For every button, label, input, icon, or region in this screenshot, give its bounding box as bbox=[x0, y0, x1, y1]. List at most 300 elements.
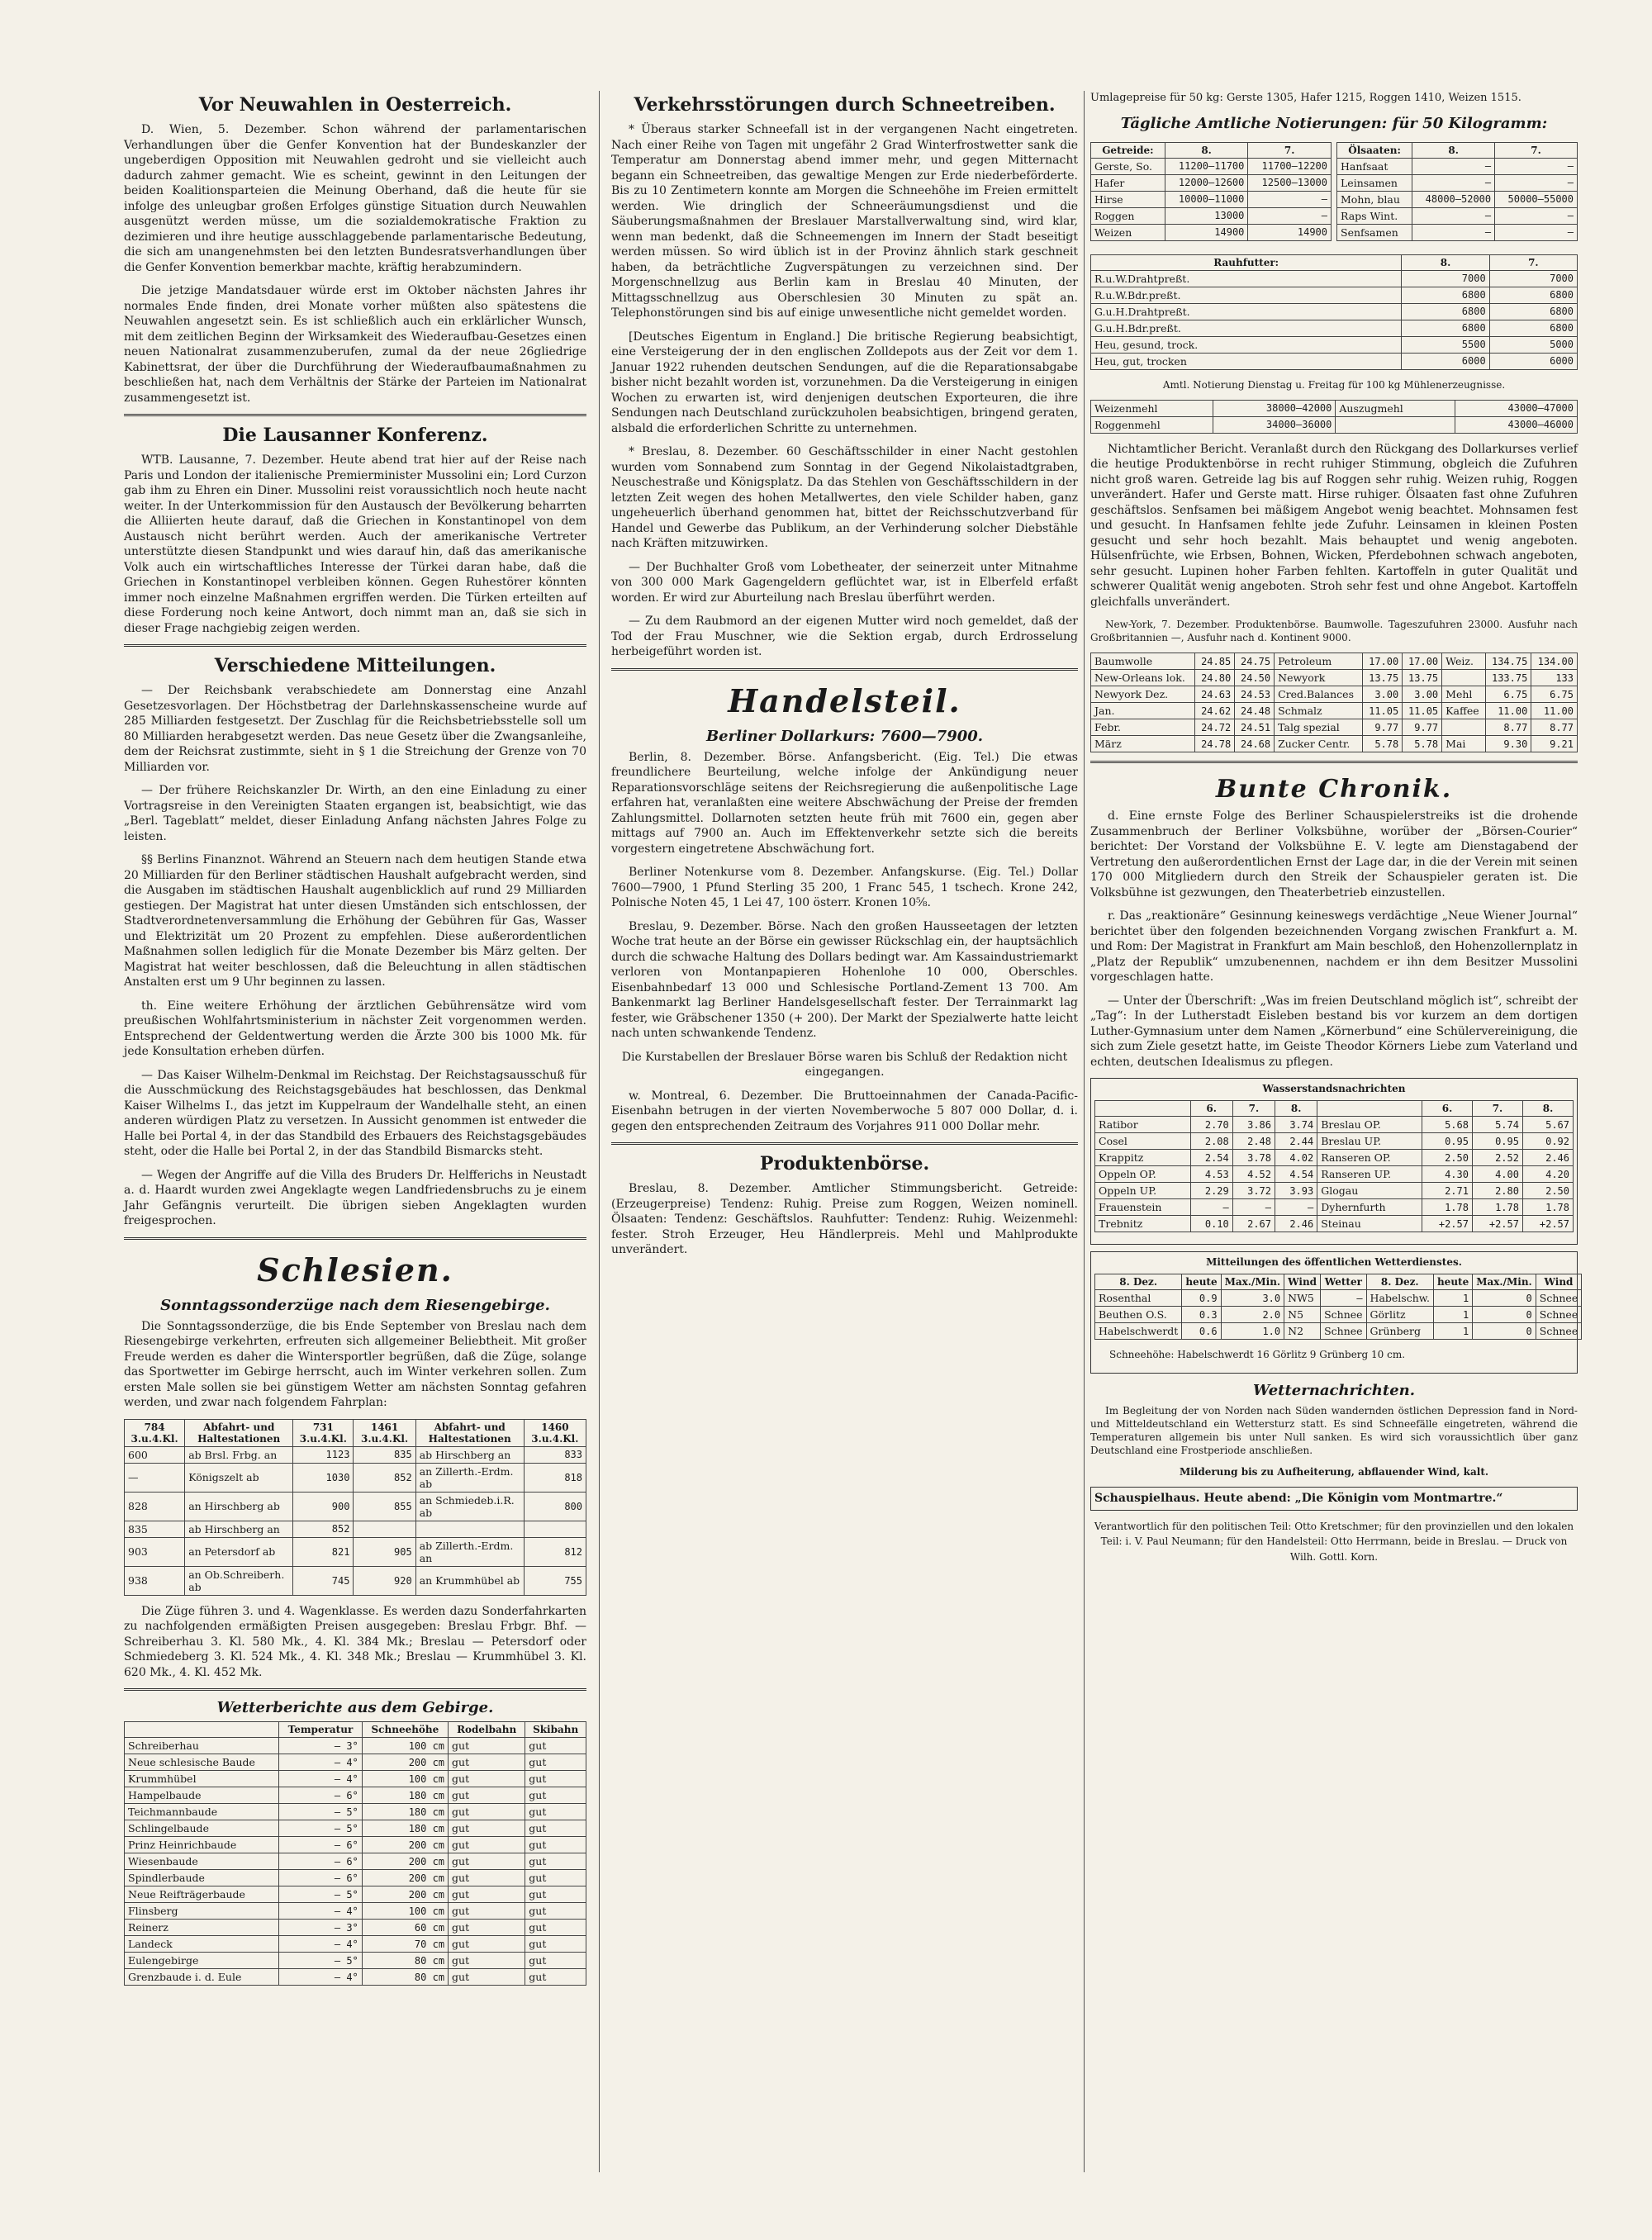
table-cell: 1.78 bbox=[1522, 1199, 1573, 1216]
article-chronicle-2: r. Das „reaktionäre“ Gesinnung keineswegs verdächtige „Neue Wiener Journal“ berichtet über den folgenden bezeichnenden Vorgang zwischen Frankfurt a. M. und Rom: Der Magistrat in Frankfurt am Main beschloß, den Hohenzollernplatz in „Platz der Republik“ umzubenennen, nachdem er ihn dem Besitzer Mussolini vorgeschlagen hatte. bbox=[1090, 909, 1578, 984]
table-cell: 6800 bbox=[1489, 303, 1577, 320]
table-row bbox=[125, 1804, 586, 1820]
table-cell: 2.08 bbox=[1190, 1133, 1232, 1150]
headline-austria: Vor Neuwahlen in Oesterreich. bbox=[198, 94, 512, 116]
table-cell: Weiz. bbox=[1442, 653, 1486, 670]
table-row bbox=[1091, 224, 1332, 240]
table-cell: 6800 bbox=[1489, 320, 1577, 336]
table-row bbox=[1337, 174, 1578, 191]
table-cell: Neue Reifträgerbaude bbox=[125, 1886, 279, 1903]
table-row bbox=[1091, 719, 1578, 736]
divider bbox=[124, 414, 586, 416]
table-cell: Reinerz bbox=[125, 1920, 279, 1936]
table-cell: Eulengebirge bbox=[125, 1953, 279, 1969]
table-cell: 180 cm bbox=[362, 1804, 448, 1820]
table-cell: Frauenstein bbox=[1095, 1199, 1191, 1216]
table-row bbox=[1091, 287, 1578, 303]
table-cell: Raps Wint. bbox=[1337, 207, 1412, 224]
table-cell: Schnee bbox=[1536, 1323, 1581, 1340]
table-header-cell: 7. bbox=[1472, 1101, 1522, 1117]
table-row bbox=[1091, 270, 1578, 287]
table-cell: 2.54 bbox=[1190, 1150, 1232, 1166]
table-cell: gut bbox=[525, 1903, 586, 1920]
article-trade-3: Breslau, 9. Dezember. Börse. Nach den großen Hausseetagen der letzten Woche trat heute an der Börse ein gewisser Rückschlag ein, der hauptsächlich durch die schwache Haltung des Dollars bedingt war. Am Kassaindustriemarkt verloren von Montanpapieren Hohenlohe 10 000, Oberschles. Eisenbahnbedarf 13 000 und Schlesische Portland-Zement 13 700. Am Bankenmarkt lag Berliner Handelsgesellschaft fester. Der Terrainmarkt lag fester, wie Gräbschener 1350 (+ 200). Der Markt der Spezialwerte hatte leicht nach unten schwankende Tendenz. bbox=[611, 919, 1078, 1040]
table-cell: 2.50 bbox=[1422, 1150, 1473, 1166]
table-cell: 11700—12200 bbox=[1248, 158, 1332, 174]
imprint: Verantwortlich für den politischen Teil: Otto Kretschmer; für den provinziellen und den lokalen Teil: i. V. Paul Neumann; für den Handelsteil: Otto Herrmann, beide in Breslau. — Druck von Wilh. Gottl. Korn. bbox=[1094, 1520, 1574, 1563]
article-lausanne: WTB. Lausanne, 7. Dezember. Heute abend trat hier auf der Reise nach Paris und London der italienische Premierminister Mussolini ein; Lord Curzon gab ihm zu Ehren ein Diner. Mussolini reist voraussichtlich noch heute nacht weiter. In der Unterkommission für den Austausch der Bevölkerung beharrten die Alliierten heute darauf, daß die Griechen in Konstantinopel von dem Austausch nicht berührt werden. Auch der amerikanische Vertreter unterstützte diesen Standpunkt und wies darauf hin, daß das amerikanische Volk auch ein wirtschaftliches Interesse der Türkei daran habe, daß die Griechen in Konstantinopel verbleiben können. Gegen Ruhestörer könnten immer noch einzelne Maßnahmen ergriffen werden. Die Türken erteilten auf diese Forderung noch keine Antwort, doch nimmt man an, daß sie sich in dieser Frage nachgiebig zeigen werden. bbox=[124, 453, 586, 635]
table-cell: — bbox=[1495, 158, 1578, 174]
table-cell: gut bbox=[449, 1837, 525, 1853]
table-cell: 9.21 bbox=[1531, 736, 1578, 752]
table-cell: 3.86 bbox=[1232, 1117, 1275, 1133]
table-row bbox=[125, 1521, 586, 1537]
table-cell: gut bbox=[525, 1804, 586, 1820]
article-produce: Breslau, 8. Dezember. Amtlicher Stimmungsbericht. Getreide: (Erzeugerpreise) Tendenz: Ruhig. Preise zum Roggen, Weizen nominell. Ölsaaten: Tendenz: Geschäftslos. Rauhfutter: Tendenz: Ruhig. Weizenmehl: fester. Stroh Erzeuger, Heu Händlerpreis. Mehl und Mahlprodukte unverändert. bbox=[611, 1182, 1078, 1256]
table-cell: Weizenmehl bbox=[1091, 400, 1213, 416]
table-cell: — bbox=[1495, 207, 1578, 224]
table-cell: 0.9 bbox=[1182, 1290, 1221, 1307]
table-cell: — 3° bbox=[279, 1738, 363, 1754]
table-cell bbox=[415, 1521, 524, 1537]
table-cell: 133.75 bbox=[1485, 670, 1531, 686]
table-cell: ab Hirschberg an bbox=[415, 1446, 524, 1463]
table-cell: — 6° bbox=[279, 1870, 363, 1886]
weather-service-box bbox=[1090, 1251, 1578, 1374]
table-cell: 60 cm bbox=[362, 1920, 448, 1936]
table-row bbox=[125, 1537, 586, 1566]
table-cell: Neue schlesische Baude bbox=[125, 1754, 279, 1771]
table-cell: — bbox=[1412, 207, 1495, 224]
table-cell: Oppeln UP. bbox=[1095, 1183, 1191, 1199]
table-row bbox=[1091, 320, 1578, 336]
table-cell: 2.46 bbox=[1275, 1216, 1317, 1232]
table-row bbox=[125, 1754, 586, 1771]
table-cell: Kaffee bbox=[1442, 703, 1486, 719]
table-row bbox=[1091, 158, 1332, 174]
table-row bbox=[1337, 224, 1578, 240]
table-cell: 100 cm bbox=[362, 1771, 448, 1787]
table-cell: 2.70 bbox=[1190, 1117, 1232, 1133]
table-cell bbox=[1442, 670, 1486, 686]
section-title-silesia: Schlesien. bbox=[257, 1251, 453, 1288]
table-cell: 11.00 bbox=[1485, 703, 1531, 719]
table-cell: 5.68 bbox=[1422, 1117, 1473, 1133]
table-row bbox=[1095, 1216, 1574, 1232]
table-row bbox=[125, 1936, 586, 1953]
table-row bbox=[1095, 1133, 1574, 1150]
table-cell: 200 cm bbox=[362, 1754, 448, 1771]
table-header-cell: Max./Min. bbox=[1221, 1274, 1284, 1290]
table-cell bbox=[1336, 416, 1455, 433]
table-row bbox=[125, 1870, 586, 1886]
table-cell: 4.30 bbox=[1422, 1166, 1473, 1183]
table-row bbox=[1337, 191, 1578, 207]
table-cell: 4.54 bbox=[1275, 1166, 1317, 1183]
table-cell: 6800 bbox=[1402, 303, 1489, 320]
table-cell: 745 bbox=[293, 1566, 354, 1595]
table-cell: +2.57 bbox=[1522, 1216, 1573, 1232]
table-cell: 200 cm bbox=[362, 1853, 448, 1870]
table-cell: 3.74 bbox=[1275, 1117, 1317, 1133]
table-header-cell: 8. bbox=[1412, 142, 1495, 158]
table-cell: 818 bbox=[524, 1463, 586, 1492]
table-cell: 2.48 bbox=[1232, 1133, 1275, 1150]
table-cell: 6000 bbox=[1489, 353, 1577, 369]
straw-table bbox=[1090, 254, 1578, 370]
table-cell: 24.50 bbox=[1235, 670, 1275, 686]
table-cell: — bbox=[1321, 1290, 1366, 1307]
table-cell: 1.0 bbox=[1221, 1323, 1284, 1340]
table-cell: Teichmannbaude bbox=[125, 1804, 279, 1820]
table-cell: gut bbox=[449, 1953, 525, 1969]
table-cell: 17.00 bbox=[1403, 653, 1442, 670]
table-cell: gut bbox=[449, 1754, 525, 1771]
table-cell: 24.51 bbox=[1235, 719, 1275, 736]
article-chronicle-1: d. Eine ernste Folge des Berliner Schauspielerstreiks ist die drohende Zusammenbruch der Berliner Volksbühne, worüber der „Börsen-Courier“ berichtet: Der Vorstand der Volksbühne E. V. legte am Dienstagabend der Vertretung den außerordentlichen Ernst der Lage dar, in die der Verein mit seinen 170 000 Mitgliedern durch den Streik der Schauspieler geraten ist. Die Volksbühne ist gezwungen, den Theaterbetrieb einzustellen. bbox=[1090, 809, 1578, 899]
table-cell: Schnee bbox=[1321, 1307, 1366, 1323]
table-cell: Weizen bbox=[1091, 224, 1165, 240]
table-cell: +2.57 bbox=[1472, 1216, 1522, 1232]
table-cell: 24.75 bbox=[1235, 653, 1275, 670]
table-cell: 1.78 bbox=[1422, 1199, 1473, 1216]
column-2 bbox=[611, 91, 1078, 1266]
table-cell: an Krummhübel ab bbox=[415, 1566, 524, 1595]
table-cell: 24.85 bbox=[1195, 653, 1235, 670]
table-cell: Gerste, So. bbox=[1091, 158, 1165, 174]
table-cell: an Ob.Schreiberh. ab bbox=[185, 1566, 293, 1595]
table-header-cell: 6. bbox=[1190, 1101, 1232, 1117]
table-cell: 4.02 bbox=[1275, 1150, 1317, 1166]
table-cell: — 6° bbox=[279, 1853, 363, 1870]
weather-service-title: Mitteilungen des öffentlichen Wetterdienstes. bbox=[1206, 1256, 1462, 1268]
table-cell: Prinz Heinrichbaude bbox=[125, 1837, 279, 1853]
table-cell: gut bbox=[525, 1853, 586, 1870]
table-cell: Landeck bbox=[125, 1936, 279, 1953]
table-header-cell: Skibahn bbox=[525, 1722, 586, 1738]
table-cell: 11.05 bbox=[1363, 703, 1403, 719]
table-cell: 7000 bbox=[1402, 270, 1489, 287]
article-trade-1: Berlin, 8. Dezember. Börse. Anfangsbericht. (Eig. Tel.) Die etwas freundlichere Beurteilung, welche infolge der Ankündigung neuer Reparationsvorschläge seitens der Reichsregierung die außenpolitische Lage erfahren hat, veranlaßten eine weitere Abschwächung der Preise der fremden Zahlungsmittel. Dollarnoten setzten heute früh mit 7600 ein, gegen aber mittags auf 7900 an. Auch im Effektenverkehr setzte sich die bereits vorgestern eingetretene Abschwächung fort. bbox=[611, 750, 1078, 856]
table-cell: 7000 bbox=[1489, 270, 1577, 287]
table-cell: 4.52 bbox=[1232, 1166, 1275, 1183]
table-cell: gut bbox=[525, 1754, 586, 1771]
water-level-box bbox=[1090, 1078, 1578, 1245]
table-cell: gut bbox=[449, 1820, 525, 1837]
table-cell: Ranseren UP. bbox=[1317, 1166, 1422, 1183]
table-cell: 835 bbox=[125, 1521, 185, 1537]
table-cell: — 4° bbox=[279, 1754, 363, 1771]
table-cell: 2.44 bbox=[1275, 1133, 1317, 1150]
table-header-cell bbox=[125, 1722, 279, 1738]
table-cell: 938 bbox=[125, 1566, 185, 1595]
table-cell: 5500 bbox=[1402, 336, 1489, 353]
table-cell: 10000—11000 bbox=[1165, 191, 1248, 207]
table-cell: gut bbox=[525, 1837, 586, 1853]
table-row bbox=[1095, 1323, 1582, 1340]
table-row bbox=[1091, 686, 1578, 703]
table-cell: 38000—42000 bbox=[1213, 400, 1336, 416]
article-austria-p1: D. Wien, 5. Dezember. Schon während der parlamentarischen Verhandlungen über die Genfer Konvention hat der Bundeskanzler der ungeberdigen Opposition mit Neuwahlen gedroht und sie vielleicht auch dadurch zahmer gemacht. Wie es scheint, gewinnt in den Leitungen der beiden Koalitionsparteien die Meinung Oberhand, daß die heute für sie infolge des unleugbar großen Erfolges günstige Situation durch Neuwahlen ausgenützt werden müsse, um die sozialdemokratische Fraktion zu dezimieren und ihre heutige ausschlaggebende parlamentarische Bedeutung, die sich am unangenehmsten bei den letzten Bundesratsverhandlungen über die Genfer Konvention bemerkbar machte, kräftig herabzumindern. bbox=[124, 123, 586, 274]
table-row bbox=[1095, 1290, 1582, 1307]
table-row bbox=[125, 1446, 586, 1463]
table-cell: 5000 bbox=[1489, 336, 1577, 353]
table-cell: 1 bbox=[1433, 1323, 1472, 1340]
table-cell: Schreiberhau bbox=[125, 1738, 279, 1754]
table-cell: 70 cm bbox=[362, 1936, 448, 1953]
table-cell: 13.75 bbox=[1363, 670, 1403, 686]
table-row bbox=[1091, 191, 1332, 207]
table-cell: 3.00 bbox=[1363, 686, 1403, 703]
table-row bbox=[1337, 207, 1578, 224]
table-cell: — bbox=[1190, 1199, 1232, 1216]
table-cell: 14900 bbox=[1248, 224, 1332, 240]
article-misc-p4: th. Eine weitere Erhöhung der ärztlichen Gebührensätze wird vom preußischen Wohlfahrtsministerium in nächster Zeit vorgenommen werden. Entsprechend der Geldentwertung werden die Ärzte 300 bis 1000 Mk. für jede Konsultation erheben dürfen. bbox=[124, 999, 586, 1058]
table-cell: Wiesenbaude bbox=[125, 1853, 279, 1870]
table-row bbox=[1091, 174, 1332, 191]
table-cell: 833 bbox=[524, 1446, 586, 1463]
newyork-caption: New-York, 7. Dezember. Produktenbörse. Baumwolle. Tageszufuhren 23000. Ausfuhr nach Großbritannien —, Ausfuhr nach d. Kontinent 9000. bbox=[1090, 619, 1578, 643]
divider bbox=[124, 644, 586, 647]
table-header-cell: Schneehöhe bbox=[362, 1722, 448, 1738]
table-cell: gut bbox=[525, 1820, 586, 1837]
table-cell: Schnee bbox=[1536, 1307, 1581, 1323]
table-cell: an Petersdorf ab bbox=[185, 1537, 293, 1566]
table-header-cell: Max./Min. bbox=[1473, 1274, 1536, 1290]
table-cell: Schmalz bbox=[1275, 703, 1363, 719]
table-cell: Hirse bbox=[1091, 191, 1165, 207]
table-cell: 34000—36000 bbox=[1213, 416, 1336, 433]
table-cell: ab Hirschberg an bbox=[185, 1521, 293, 1537]
table-cell: 0.10 bbox=[1190, 1216, 1232, 1232]
section-title-trade: Handelsteil. bbox=[728, 681, 961, 719]
table-cell: — 5° bbox=[279, 1886, 363, 1903]
column-rule bbox=[599, 91, 600, 2172]
table-cell: Oppeln OP. bbox=[1095, 1166, 1191, 1183]
table-cell: 9.30 bbox=[1485, 736, 1531, 752]
headline-lausanne: Die Lausanner Konferenz. bbox=[222, 425, 488, 446]
table-cell: 852 bbox=[293, 1521, 354, 1537]
table-cell: 12000—12600 bbox=[1165, 174, 1248, 191]
table-row bbox=[1091, 353, 1578, 369]
table-cell: 2.80 bbox=[1472, 1183, 1522, 1199]
table-cell: 855 bbox=[354, 1492, 415, 1521]
table-cell: 2.52 bbox=[1472, 1150, 1522, 1166]
table-cell: Hampelbaude bbox=[125, 1787, 279, 1804]
table-cell: — bbox=[1248, 191, 1332, 207]
article-traffic: * Überaus starker Schneefall ist in der vergangenen Nacht eingetreten. Nach einer Reihe von Tagen mit ungefähr 2 Grad Winterfrostwetter sank die Temperatur am Donnerstag abend immer mehr, und gegen Mitternacht begann ein Schneetreiben, das gewaltige Mengen zur Erde niederbeförderte. Bis zu 10 Zentimetern konnte am Morgen die Schneehöhe im Freien ermittelt werden. Wie dringlich der Schneeräumungsdienst und die Säuberungsmaßnahmen der Breslauer Marstallverwaltung sind, wird klar, wenn man bedenkt, daß die Schneemengen im Innern der Stadt beseitigt werden müssen. So wird üblich ist in der Provinz ähnlich stark geschneit haben, da beträchtliche Zugverspätungen zu verzeichnen sind. Der Morgenschnellzug aus Berlin kam in Breslau 40 Minuten, der Mittagsschnellzug aus Oberschlesien 30 Minuten zu spät an. Telephonstörungen sind bis auf einige unwesentliche nicht gemeldet worden. bbox=[611, 123, 1078, 320]
table-cell: 11.00 bbox=[1531, 703, 1578, 719]
table-cell: 905 bbox=[354, 1537, 415, 1566]
table-cell: gut bbox=[525, 1870, 586, 1886]
table-row bbox=[125, 1903, 586, 1920]
headline-produce: Produktenbörse. bbox=[759, 1153, 930, 1175]
headline-dollar: Berliner Dollarkurs: 7600—7900. bbox=[705, 727, 984, 745]
column-rule bbox=[1084, 91, 1085, 2172]
table-cell: 2.71 bbox=[1422, 1183, 1473, 1199]
table-cell: Spindlerbaude bbox=[125, 1870, 279, 1886]
table-cell: 2.46 bbox=[1522, 1150, 1573, 1166]
table-cell: — bbox=[1495, 224, 1578, 240]
quotes-group bbox=[1090, 137, 1578, 249]
table-row bbox=[125, 1463, 586, 1492]
table-cell: gut bbox=[525, 1886, 586, 1903]
table-cell: 8.77 bbox=[1485, 719, 1531, 736]
mountain-weather-table bbox=[124, 1721, 586, 1986]
table-cell: — 4° bbox=[279, 1903, 363, 1920]
table-cell: Grünberg bbox=[1366, 1323, 1433, 1340]
table-cell: Mehl bbox=[1442, 686, 1486, 703]
table-cell: 11.05 bbox=[1403, 703, 1442, 719]
headline-sunday-trains: Sonntagssonderzüge nach dem Riesengebirge. bbox=[160, 1296, 550, 1314]
article-sunday-trains: Die Sonntagssonderzüge, die bis Ende September von Breslau nach dem Riesengebirge verkehrten, erfreuten sich allgemeiner Beliebtheit. Mit großer Freude werden es daher die Wintersportler begrüßen, daß die Züge, solange das Sportwetter im Gebirge herrscht, auch im Winter verkehren sollen. Zum ersten Male sollen sie bei günstigem Wetter am nächsten Sonntag gefahren werden, und zwar nach folgendem Fahrplan: bbox=[124, 1319, 586, 1409]
table-cell: 812 bbox=[524, 1537, 586, 1566]
table-cell: 6.75 bbox=[1485, 686, 1531, 703]
table-cell: — 5° bbox=[279, 1804, 363, 1820]
table-cell: Cred.Balances bbox=[1275, 686, 1363, 703]
table-cell: Schnee bbox=[1321, 1323, 1366, 1340]
table-cell: Senfsamen bbox=[1337, 224, 1412, 240]
table-row bbox=[125, 1820, 586, 1837]
table-cell: 24.62 bbox=[1195, 703, 1235, 719]
table-cell: Mohn, blau bbox=[1337, 191, 1412, 207]
table-cell: 4.20 bbox=[1522, 1166, 1573, 1183]
article-produce-report: Nichtamtlicher Bericht. Veranlaßt durch den Rückgang des Dollarkurses verlief die heutige Produktenbörse in recht ruhiger Stimmung, obgleich die Zufuhren nicht groß waren. Getreide lag bis auf Roggen sehr ruhig. Weizen ruhig, Roggen unverändert. Hafer und Gerste matt. Hirse ruhiger. Ölsaaten fast ohne Zufuhren geschäftslos. Senfsamen bei mäßigem Angebot wenig beachtet. Mohnsamen fest und gesucht. In Hanfsamen fehlte jede Zufuhr. Leinsamen in kleinen Posten gesucht und sehr hoch bezahlt. Mais behauptet und wenig angeboten. Hülsenfrüchte, wie Erbsen, Bohnen, Wicken, Pferdebohnen schwach angeboten, sehr gesucht. Lupinen hoher Farben fehlten. Kartoffeln in guter Qualität und schwerer Qualität wenig angeboten. Stroh sehr fest und ohne Angebot. Kartoffeln gleichfalls unverändert. bbox=[1090, 442, 1578, 609]
table-cell: Rosenthal bbox=[1095, 1290, 1182, 1307]
table-cell: Breslau UP. bbox=[1317, 1133, 1422, 1150]
table-cell: 8.77 bbox=[1531, 719, 1578, 736]
table-cell: 0.95 bbox=[1422, 1133, 1473, 1150]
table-cell: — 5° bbox=[279, 1820, 363, 1837]
table-cell: 5.78 bbox=[1363, 736, 1403, 752]
table-header-cell: Abfahrt- und Haltestationen bbox=[185, 1419, 293, 1446]
table-cell: New-Orleans lok. bbox=[1091, 670, 1195, 686]
table-cell: gut bbox=[449, 1870, 525, 1886]
table-cell: Schlingelbaude bbox=[125, 1820, 279, 1837]
table-cell: ab Zillerth.-Erdm. an bbox=[415, 1537, 524, 1566]
table-header-cell: 784 3.u.4.Kl. bbox=[125, 1419, 185, 1446]
table-cell: 920 bbox=[354, 1566, 415, 1595]
table-cell: ab Brsl. Frbg. an bbox=[185, 1446, 293, 1463]
table-cell: Roggenmehl bbox=[1091, 416, 1213, 433]
flour-caption: Amtl. Notierung Dienstag u. Freitag für 100 kg Mühlenerzeugnisse. bbox=[1162, 378, 1506, 391]
table-row bbox=[1095, 1199, 1574, 1216]
table-header-cell: 8. Dez. bbox=[1366, 1274, 1433, 1290]
table-header-cell: 8. bbox=[1522, 1101, 1573, 1117]
table-cell: Talg spezial bbox=[1275, 719, 1363, 736]
table-cell: +2.57 bbox=[1422, 1216, 1473, 1232]
table-cell: gut bbox=[449, 1787, 525, 1804]
table-cell: 24.68 bbox=[1235, 736, 1275, 752]
table-cell: Steinau bbox=[1317, 1216, 1422, 1232]
table-cell: 5.67 bbox=[1522, 1117, 1573, 1133]
table-cell: Petroleum bbox=[1275, 653, 1363, 670]
table-header-cell: 8. bbox=[1402, 254, 1489, 270]
table-cell: NW5 bbox=[1284, 1290, 1321, 1307]
table-cell: gut bbox=[525, 1953, 586, 1969]
table-header-cell: 1460 3.u.4.Kl. bbox=[524, 1419, 586, 1446]
table-row bbox=[125, 1953, 586, 1969]
table-row bbox=[1091, 303, 1578, 320]
table-cell: — bbox=[1412, 224, 1495, 240]
table-cell: — bbox=[1412, 158, 1495, 174]
table-header-cell: 6. bbox=[1422, 1101, 1473, 1117]
table-cell: 200 cm bbox=[362, 1886, 448, 1903]
table-cell: 17.00 bbox=[1363, 653, 1403, 670]
table-cell: gut bbox=[525, 1920, 586, 1936]
table-cell: 11200—11700 bbox=[1165, 158, 1248, 174]
article-forecast: Im Begleitung der von Norden nach Süden wandernden östlichen Depression fand in Nord- und Mitteldeutschland ein Wettersturz statt. Es sind Schneefälle eingetreten, während die Temperaturen allgemein bis unter Null sanken. Es wird sich voraussichtlich über ganz Deutschland eine Frostperiode anschließen. bbox=[1090, 1405, 1578, 1456]
table-cell: 852 bbox=[354, 1463, 415, 1492]
table-cell: 821 bbox=[293, 1537, 354, 1566]
table-cell: 600 bbox=[125, 1446, 185, 1463]
table-row bbox=[1095, 1307, 1582, 1323]
water-level-title: Wasserstandsnachrichten bbox=[1262, 1083, 1406, 1094]
table-cell: gut bbox=[525, 1936, 586, 1953]
table-cell: 2.67 bbox=[1232, 1216, 1275, 1232]
table-cell: Heu, gut, trocken bbox=[1091, 353, 1402, 369]
table-cell: 9.77 bbox=[1403, 719, 1442, 736]
table-header-cell: 1461 3.u.4.Kl. bbox=[354, 1419, 415, 1446]
table-cell: Hafer bbox=[1091, 174, 1165, 191]
table-cell: 180 cm bbox=[362, 1787, 448, 1804]
divider bbox=[611, 1142, 1078, 1145]
table-cell: gut bbox=[449, 1771, 525, 1787]
table-header-cell: Ölsaaten: bbox=[1337, 142, 1412, 158]
table-cell: 1.78 bbox=[1472, 1199, 1522, 1216]
table-cell: 828 bbox=[125, 1492, 185, 1521]
table-cell: 80 cm bbox=[362, 1969, 448, 1986]
table-cell: Baumwolle bbox=[1091, 653, 1195, 670]
table-header-cell: 731 3.u.4.Kl. bbox=[293, 1419, 354, 1446]
weather-service-table bbox=[1094, 1274, 1582, 1340]
divider bbox=[1090, 761, 1578, 763]
water-level-table bbox=[1094, 1100, 1574, 1232]
table-cell: Habelschwerdt bbox=[1095, 1323, 1182, 1340]
table-cell: — 4° bbox=[279, 1771, 363, 1787]
newyork-table bbox=[1090, 653, 1578, 752]
table-cell: gut bbox=[449, 1738, 525, 1754]
headline-traffic: Verkehrsstörungen durch Schneetreiben. bbox=[634, 94, 1056, 116]
table-header-cell: 7. bbox=[1232, 1101, 1275, 1117]
train-timetable bbox=[124, 1419, 586, 1596]
table-cell: 6800 bbox=[1489, 287, 1577, 303]
table-header-cell: Rauhfutter: bbox=[1091, 254, 1402, 270]
table-cell: G.u.H.Drahtpreßt. bbox=[1091, 303, 1402, 320]
table-cell: 24.53 bbox=[1235, 686, 1275, 703]
table-cell: Flinsberg bbox=[125, 1903, 279, 1920]
table-cell: — 6° bbox=[279, 1787, 363, 1804]
table-cell: Trebnitz bbox=[1095, 1216, 1191, 1232]
table-cell: 2.50 bbox=[1522, 1183, 1573, 1199]
column-3 bbox=[1090, 91, 1578, 1573]
table-cell bbox=[524, 1521, 586, 1537]
table-cell: Auszugmehl bbox=[1336, 400, 1455, 416]
headline-mountain-weather: Wetterberichte aus dem Gebirge. bbox=[216, 1699, 494, 1716]
table-cell: gut bbox=[449, 1853, 525, 1870]
table-header-cell: Wetter bbox=[1321, 1274, 1366, 1290]
table-row bbox=[1337, 158, 1578, 174]
table-cell: N5 bbox=[1284, 1307, 1321, 1323]
table-row bbox=[1095, 1183, 1574, 1199]
table-cell: 5.78 bbox=[1403, 736, 1442, 752]
table-cell: 43000—46000 bbox=[1455, 416, 1577, 433]
table-cell: 24.80 bbox=[1195, 670, 1235, 686]
article-misc-p3: §§ Berlins Finanznot. Während an Steuern nach dem heutigen Stande etwa 20 Milliarden für den Berliner städtischen Haushalt aufgebracht werden, sind die Ausgaben im städtischen Haushalt augenblicklich auf rund 29 Milliarden gestiegen. Der Magistrat hat unter diesen Umständen sich entschlossen, der Stadtverordnetenversammlung die Erhöhung der Gebühren für Gas, Wasser und Elektrizität um 20 Prozent zu empfehlen. Diese außerordentlichen Maßnahmen sollen lediglich für die Monate Dezember bis März gelten. Der Magistrat hat weiter beschlossen, daß die Beleuchtung in allen städtischen Anstalten erst um 9 Uhr beginnen zu lassen. bbox=[124, 853, 586, 989]
table-cell: 0.6 bbox=[1182, 1323, 1221, 1340]
article-trade-5: w. Montreal, 6. Dezember. Die Bruttoeinnahmen der Canada-Pacific-Eisenbahn betrugen in der vierten Novemberwoche 5 807 000 Dollar, d. i. gegen den entsprechenden Zeitraum des Vorjahres 911 000 Dollar mehr. bbox=[611, 1089, 1078, 1133]
table-cell: 9.77 bbox=[1363, 719, 1403, 736]
